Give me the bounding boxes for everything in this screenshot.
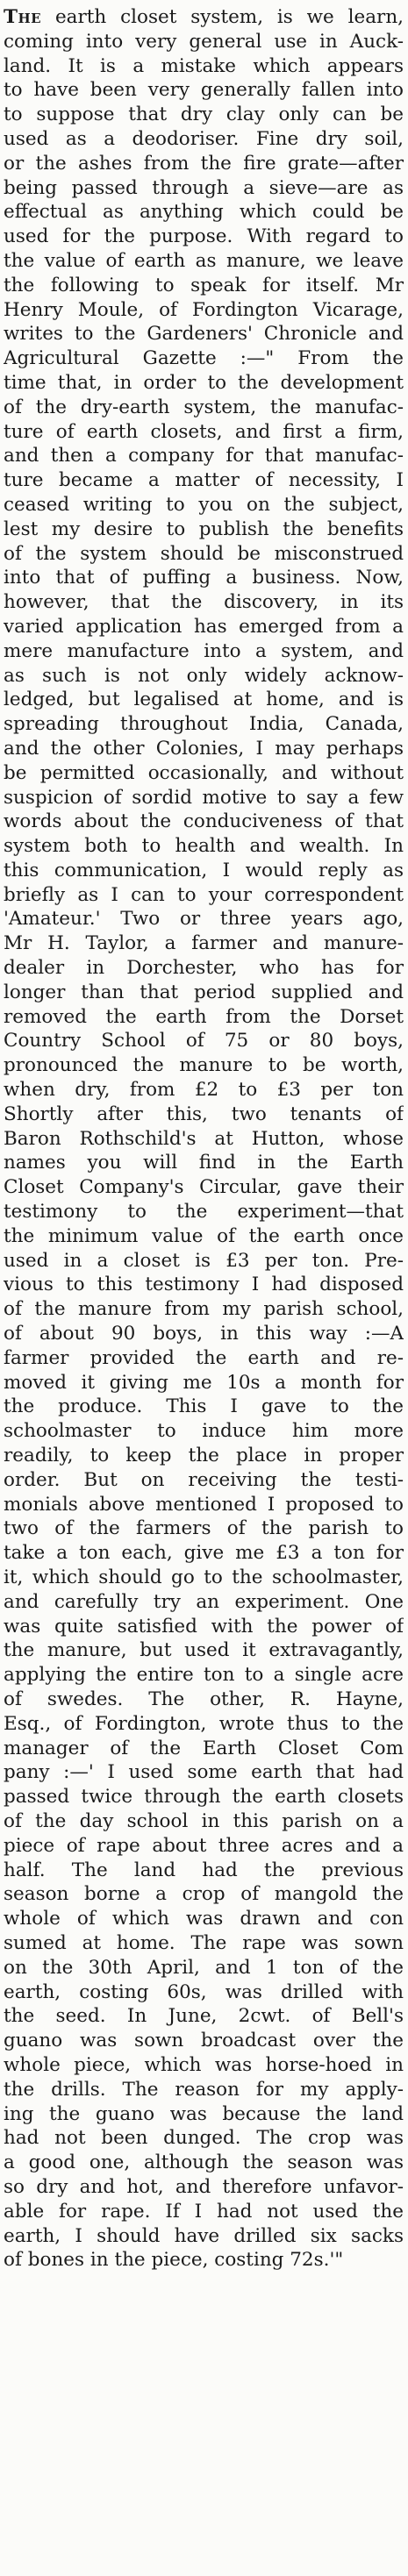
article-line: was quite satisfied with the power of: [4, 1615, 404, 1638]
article-line: varied application has emerged from a: [4, 615, 404, 638]
article-line: schoolmaster to induce him more: [4, 1420, 404, 1443]
article-line: to have been very generally fallen into: [4, 79, 404, 102]
article-line: vious to this testimony I had disposed: [4, 1274, 404, 1296]
article-line: used for the purpose. With regard to: [4, 225, 404, 248]
article-line: coming into very general use in Auck-: [4, 30, 404, 53]
article-line: [4, 5, 404, 30]
article-line: names you will find in the Earth: [4, 1152, 404, 1174]
article-line: of about 90 boys, in this way :—A: [4, 1323, 404, 1345]
article-line: sumed at home. The rape was sown: [4, 1931, 404, 1954]
article-line: being passed through a sieve—are as: [4, 176, 404, 199]
article-line: testimony to the experiment—that: [4, 1201, 404, 1224]
article-line: used in a closet is £3 per ton. Pre-: [4, 1249, 404, 1272]
article-line: writes to the Gardeners' Chronicle and: [4, 323, 404, 346]
article-line: half. The land had the previous: [4, 1859, 404, 1881]
article-line: spreading throughout India, Canada,: [4, 713, 404, 736]
article-line: the following to speak for itself. Mr: [4, 274, 404, 296]
article-line: ledged, but legalised at home, and is: [4, 689, 404, 711]
article-line: earth, I should have drilled six sacks: [4, 2224, 404, 2247]
article-line: pany :—' I used some earth that had: [4, 1761, 404, 1784]
article-line: monials above mentioned I proposed to: [4, 1493, 404, 1516]
article-line: ceased writing to you on the subject,: [4, 493, 404, 516]
article-line: pronounced the manure to be worth,: [4, 1054, 404, 1077]
article-line: the minimum value of the earth once: [4, 1224, 404, 1247]
article-line: of the day school in this parish on a: [4, 1809, 404, 1832]
article-line: and then a company for that manufac-: [4, 445, 404, 467]
article-line: guano was sown broadcast over the: [4, 2030, 404, 2052]
article-line: whole piece, which was horse-hoed in: [4, 2053, 404, 2076]
article-line: take a ton each, give me £3 a ton for: [4, 1542, 404, 1565]
article-line: the value of earth as manure, we leave: [4, 249, 404, 272]
article-line: of the system should be misconstrued: [4, 542, 404, 565]
article-line: earth, costing 60s, was drilled with: [4, 1980, 404, 2003]
opening-word: The: [4, 6, 42, 28]
article-line: into that of puffing a business. Now,: [4, 567, 404, 589]
article-line: and the other Colonies, I may perhaps: [4, 737, 404, 760]
article-line: of bones in the piece, costing 72s.'": [4, 2249, 344, 2272]
article-line: Agricultural Gazette :—" From the: [4, 347, 404, 370]
article-line: 'Amateur.' Two or three years ago,: [4, 908, 404, 931]
article-line: longer than that period supplied and: [4, 981, 404, 1003]
article-line: the manure, but used it extravagantly,: [4, 1639, 404, 1662]
article-line: moved it giving me 10s a month for: [4, 1371, 404, 1394]
article-line: effectual as anything which could be: [4, 201, 404, 224]
article-line: Henry Moule, of Fordington Vicarage,: [4, 298, 404, 321]
article-line: removed the earth from the Dorset: [4, 1005, 404, 1028]
article-line: briefly as I can to your correspondent: [4, 883, 404, 906]
article-line: lest my desire to publish the benefits: [4, 517, 404, 540]
article-line: Mr H. Taylor, a farmer and manure-: [4, 932, 404, 955]
article-line: whole of which was drawn and con: [4, 1908, 404, 1930]
article-line: words about the conduciveness of that: [4, 810, 404, 833]
article-line: and carefully try an experiment. One: [4, 1590, 404, 1613]
article-line: applying the entire ton to a single acre: [4, 1664, 404, 1687]
article-line: Esq., of Fordington, wrote thus to the: [4, 1712, 404, 1735]
article-line: mere manufacture into a system, and: [4, 639, 404, 662]
article-line: as such is not only widely acknow-: [4, 664, 404, 687]
article-line: two of the farmers of the parish to: [4, 1517, 404, 1540]
article-line: or the ashes from the fire grate—after: [4, 152, 404, 175]
article-line: order. But on receiving the testi-: [4, 1468, 404, 1491]
article-line-text: earth closet system, is we learn,: [41, 6, 404, 28]
article-line: land. It is a mistake which appears: [4, 54, 404, 77]
article-line: Shortly after this, two tenants of: [4, 1102, 404, 1125]
article-line: manager of the Earth Closet Com: [4, 1737, 404, 1759]
article-line: Baron Rothschild's at Hutton, whose: [4, 1127, 404, 1150]
article-line: Country School of 75 or 80 boys,: [4, 1030, 404, 1053]
article-line: ture of earth closets, and first a firm,: [4, 420, 404, 443]
article-line: to suppose that dry clay only can be: [4, 103, 404, 126]
article-line: Closet Company's Circular, gave their: [4, 1176, 404, 1199]
article-line: so dry and hot, and therefore unfavor-: [4, 2175, 404, 2198]
article-line: used as a deodoriser. Fine dry soil,: [4, 127, 404, 150]
article-line: this communication, I would reply as: [4, 859, 404, 881]
article-line: ing the guano was because the land: [4, 2102, 404, 2125]
article-line: of the dry-earth system, the manufac-: [4, 396, 404, 418]
article-line: system both to health and wealth. In: [4, 835, 404, 858]
article-line: the produce. This I gave to the: [4, 1395, 404, 1418]
article-line: be permitted occasionally, and without: [4, 761, 404, 784]
article-line: time that, in order to the development: [4, 371, 404, 394]
article-line: the drills. The reason for my apply-: [4, 2078, 404, 2101]
article-line: ture became a matter of necessity, I: [4, 469, 404, 492]
article-line: however, that the discovery, in its: [4, 591, 404, 614]
article-line: of swedes. The other, R. Hayne,: [4, 1688, 404, 1710]
article-line: readily, to keep the place in proper: [4, 1445, 404, 1467]
article-line: on the 30th April, and 1 ton of the: [4, 1956, 404, 1979]
article-column: [4, 5, 404, 2273]
article-line: had not been dunged. The crop was: [4, 2127, 404, 2150]
article-line: piece of rape about three acres and a: [4, 1834, 404, 1857]
article-line: it, which should go to the schoolmaster,: [4, 1566, 404, 1588]
article-line: season borne a crop of mangold the: [4, 1883, 404, 1906]
article-line: a good one, although the season was: [4, 2151, 404, 2174]
article-line: able for rape. If I had not used the: [4, 2200, 404, 2223]
article-line: when dry, from £2 to £3 per ton: [4, 1079, 404, 1102]
article-line: of the manure from my parish school,: [4, 1298, 404, 1321]
article-line: dealer in Dorchester, who has for: [4, 957, 404, 980]
article-line: farmer provided the earth and re-: [4, 1346, 404, 1369]
article-line: suspicion of sordid motive to say a few: [4, 786, 404, 809]
article-line: passed twice through the earth closets: [4, 1786, 404, 1809]
article-line: the seed. In June, 2cwt. of Bell's: [4, 2005, 404, 2028]
